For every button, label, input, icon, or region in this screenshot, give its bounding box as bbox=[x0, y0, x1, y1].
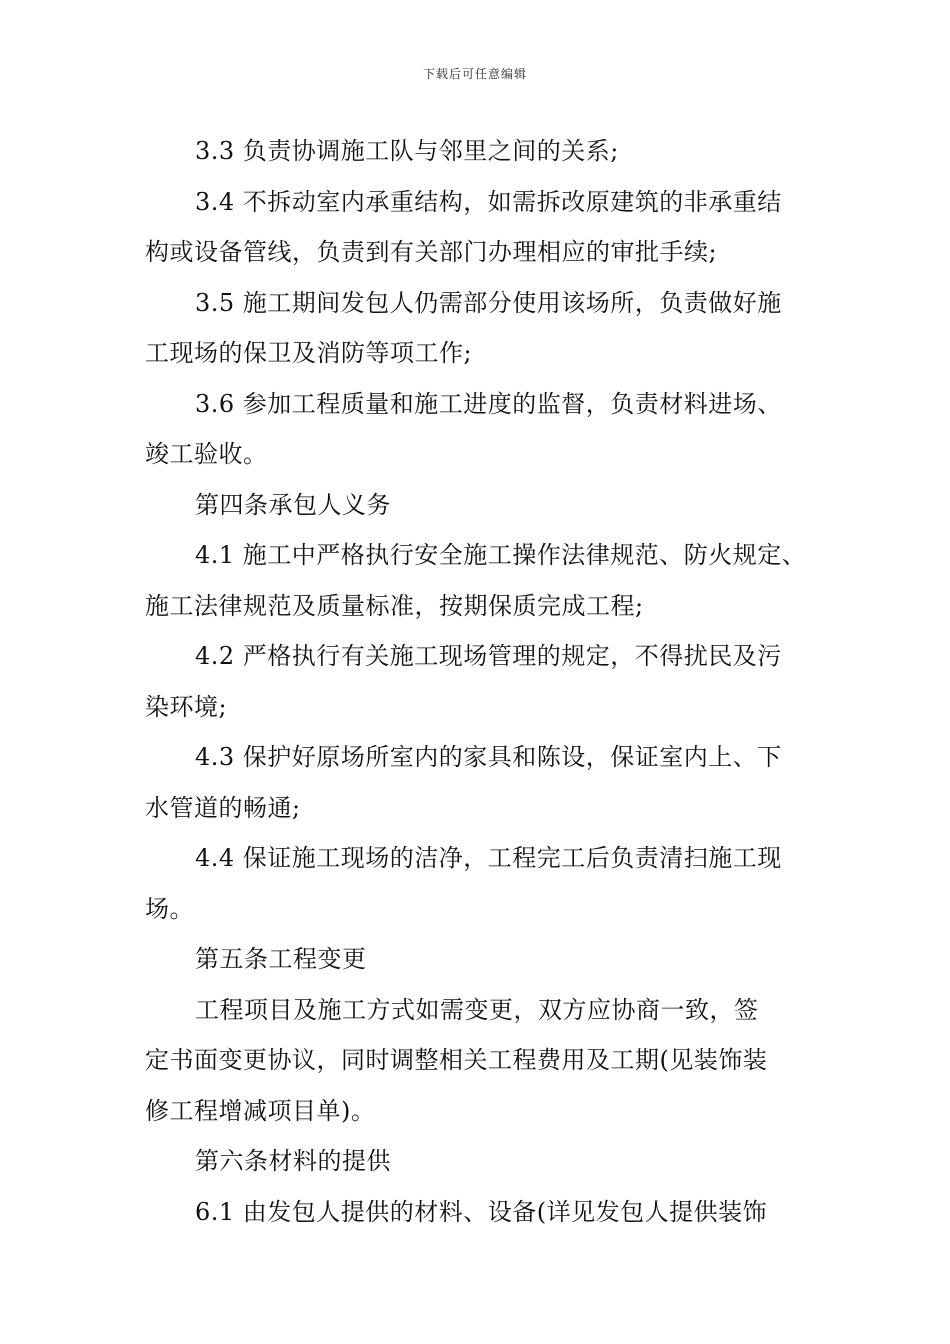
paragraph-4-2 bbox=[145, 631, 815, 732]
text-line: 定书面变更协议，同时调整相关工程费用及工期(见装饰装 bbox=[145, 1046, 768, 1074]
text-line: 3.5 施工期间发包人仍需部分使用该场所，负责做好施 bbox=[195, 288, 782, 317]
text-line: 竣工验收。 bbox=[145, 440, 268, 468]
text-line: 施工法律规范及质量标准，按期保质完成工程; bbox=[145, 591, 644, 620]
text-line: 4.3 保护好原场所室内的家具和陈设，保证室内上、下 bbox=[195, 743, 782, 771]
text-line: 构或设备管线，负责到有关部门办理相应的审批手续; bbox=[145, 238, 718, 266]
text-line: 第五条工程变更 bbox=[195, 945, 367, 973]
paragraph-3-5 bbox=[145, 278, 815, 379]
paragraph-engineering-change bbox=[145, 985, 815, 1137]
text-line: 3.6 参加工程质量和施工进度的监督，负责材料进场、 bbox=[195, 389, 782, 418]
text-line: 3.3 负责协调施工队与邻里之间的关系; bbox=[195, 137, 619, 165]
text-line: 修工程增减项目单)。 bbox=[145, 1096, 376, 1125]
paragraph-4-3 bbox=[145, 732, 815, 833]
paragraph-6-1 bbox=[145, 1187, 815, 1238]
text-line: 4.1 施工中严格执行安全施工操作法律规范、防火规定、 bbox=[195, 541, 807, 569]
text-line: 4.4 保证施工现场的洁净，工程完工后负责清扫施工现 bbox=[195, 844, 782, 872]
paragraph-3-6 bbox=[145, 379, 815, 480]
text-line: 工程项目及施工方式如需变更，双方应协商一致，签 bbox=[195, 995, 759, 1024]
paragraph-4-1 bbox=[145, 530, 815, 631]
text-line: 水管道的畅通; bbox=[145, 793, 301, 822]
section-heading-article-5 bbox=[145, 934, 815, 985]
paragraph-3-3 bbox=[145, 126, 815, 177]
section-heading-article-4 bbox=[145, 480, 815, 531]
document-body bbox=[145, 126, 815, 1237]
section-heading-article-6 bbox=[145, 1136, 815, 1187]
text-line: 4.2 严格执行有关施工现场管理的规定，不得扰民及污 bbox=[195, 642, 782, 670]
text-line: 第六条材料的提供 bbox=[195, 1147, 391, 1175]
text-line: 第四条承包人义务 bbox=[195, 490, 391, 519]
text-line: 染环境; bbox=[145, 692, 228, 721]
paragraph-3-4 bbox=[145, 177, 815, 278]
page-header: 下载后可任意编辑 bbox=[422, 67, 527, 81]
text-line: 6.1 由发包人提供的材料、设备(详见发包人提供装饰 bbox=[195, 1197, 768, 1226]
text-line: 工现场的保卫及消防等项工作; bbox=[145, 339, 473, 367]
paragraph-4-4 bbox=[145, 833, 815, 934]
text-line: 3.4 不拆动室内承重结构，如需拆改原建筑的非承重结 bbox=[195, 187, 782, 216]
text-line: 场。 bbox=[145, 894, 194, 923]
